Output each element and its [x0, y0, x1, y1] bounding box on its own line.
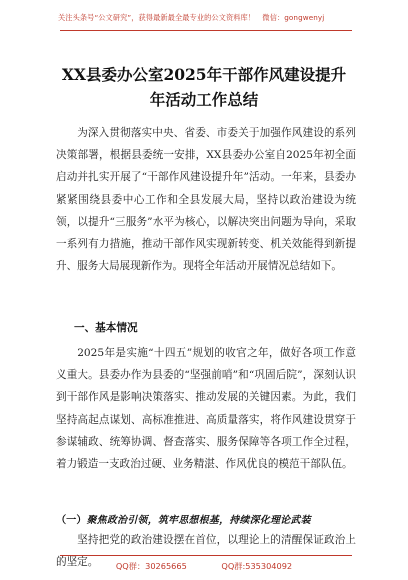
subsection-heading-1 — [56, 511, 356, 526]
title-line-2: 年活动工作总结 — [149, 90, 259, 109]
section-heading-basic: 一、基本情况 — [74, 322, 138, 334]
document-title — [30, 62, 378, 112]
subsection-number: （一） — [56, 514, 87, 526]
paragraph-political-guidance: 坚持把党的政治建设摆在首位，以理论上的清醒保证政治上的坚定。 — [56, 534, 356, 569]
header-banner: 关注头条号“公文研究”，获得最新最全最专业的公文资料库！ 微信：gongwenyj — [58, 13, 325, 22]
paragraph-intro: 为深入贯彻落实中央、省委、市委关于加强作风建设的系列决策部署，根据县委统一安排，XX县委办公室自2025年初全面启动并扎实开展了“干部作风建设提升年”活动。一年来，县委办紧紧围绕县委中心工作和全县发展大局，坚持以政治建设为统领，以提升“三服务”水平为核心，以解决突出问题为导向，采取一系列有力措施，推动干部作风实现新转变、机关效能得到新提升、服务大局展现新作为。现将全年活动开展情况总结如下。 — [56, 127, 356, 273]
subsection-title: 聚焦政治引领，筑牢思想根基，持续深化理论武装 — [86, 515, 311, 526]
footer-qq-group-2: QQ群:535304092 — [221, 561, 293, 571]
footer — [0, 561, 408, 572]
title-line-1: XX县委办公室2025年干部作风建设提升 — [61, 65, 347, 84]
footer-divider — [60, 555, 352, 556]
paragraph-basic-situation: 2025年是实施“十四五”规划的收官之年，做好各项工作意义重大。县委办作为县委的“坚强前哨”和“巩固后院”，深刻认识到干部作风是影响决策落实、推动发展的关键因素。为此，我们坚持高起点谋划、高标准推进、高质量落实，将作风建设贯穿于参谋辅政、统筹协调、督查落实、服务保障等各项工作全过程，着力锻造一支政治过硬、业务精湛、作风优良的模范干部队伍。 — [56, 347, 356, 471]
header-divider — [60, 30, 352, 31]
footer-qq-group-1: QQ群：30265665 — [115, 561, 187, 571]
